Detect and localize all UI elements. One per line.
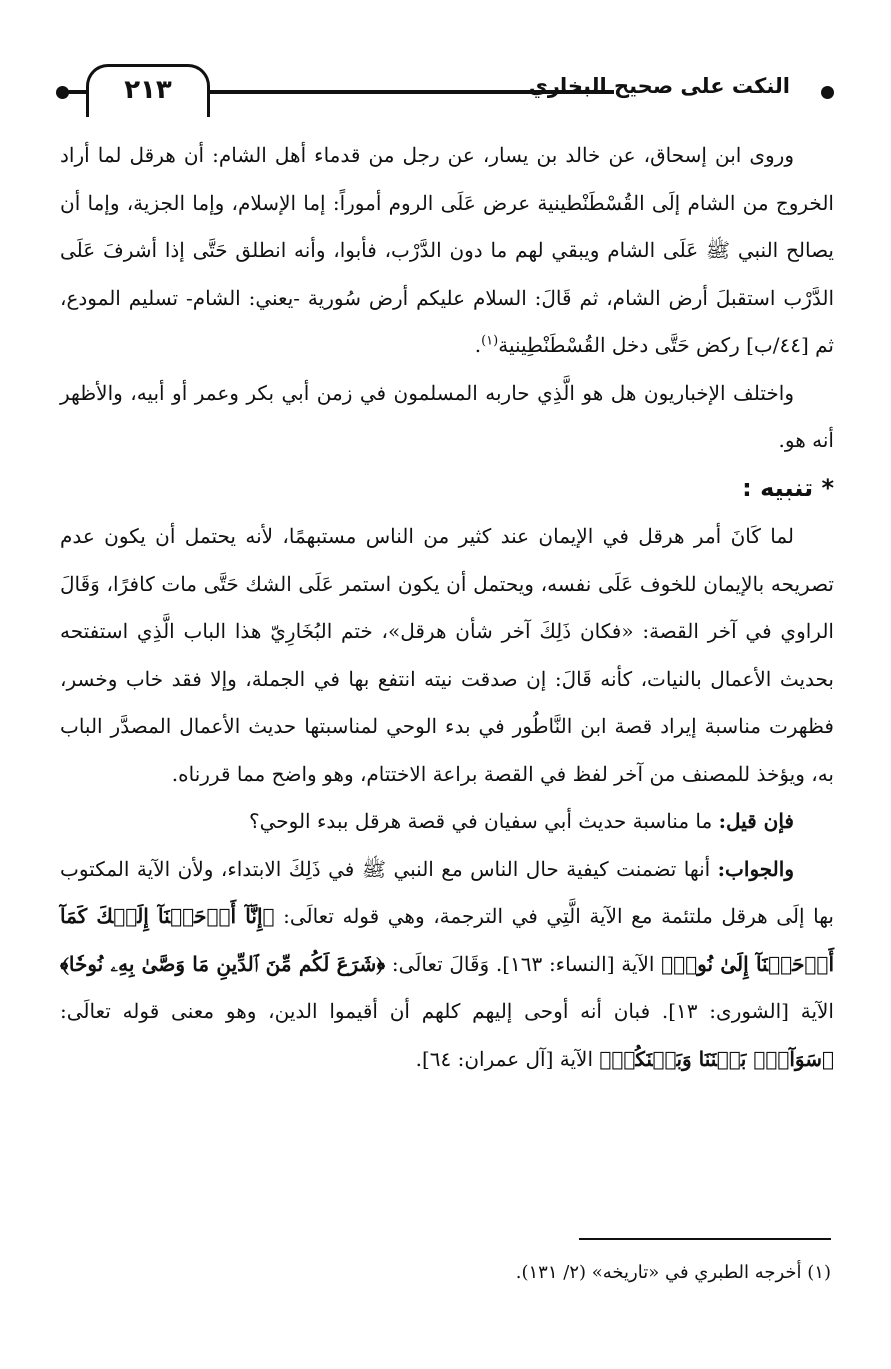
page-number: ٢١٣ [86, 64, 210, 117]
answer-lead: والجواب: [717, 856, 794, 881]
footnote-1: (١) أخرجه الطبري في «تاريخه» (٢/ ١٣١). [515, 1262, 831, 1283]
paragraph-5 [60, 846, 834, 1084]
answer-text-c: الآية [الشورى: ١٣]. فبان أنه أوحى إليهم كلهم أن أقيموا الدين، وهو معنى قوله تعالَى: [60, 999, 834, 1023]
page-header [56, 62, 834, 120]
question-lead: فإن قيل: [718, 809, 794, 833]
heading-tanbih: * تنبيه : [742, 473, 834, 502]
quran-verse-nisa: ﴿إِنَّآ أَوۡحَيۡنَآ إِلَيۡكَ كَمَآ أَوۡحَيۡنَآ إِلَىٰ نُوحٖ﴾ [60, 904, 834, 976]
quran-verse-shura: ﴿شَرَعَ لَكُم مِّنَ ٱلدِّينِ مَا وَصَّىٰ بِهِۦ نُوحٗا﴾ [60, 951, 386, 976]
main-text [60, 132, 834, 1083]
footnote-separator [579, 1238, 831, 1240]
paragraph-1-end: . [474, 333, 482, 357]
paragraph-2: واختلف الإخباريون هل هو الَّذِي حاربه المسلمون في زمن أبي بكر وعمر أو أبيه، والأظهر أنه هو. [60, 380, 834, 452]
answer-text-a: أنها تضمنت كيفية حال الناس مع النبي ﷺ في ذَلِكَ الابتداء، ولأن الآية المكتوب بها إلَى هرقل ملتئمة مع الآية الَّتِي في الترجمة، وهي قوله تعالَى: [60, 856, 834, 928]
answer-text-d: الآية [آل عمران: ٦٤]. [415, 1046, 600, 1071]
paragraph-1 [60, 132, 834, 370]
quran-verse-imran: ﴿سَوَآءِۭ بَيۡنَنَا وَبَيۡنَكُمۡ﴾ [599, 1046, 834, 1071]
running-title: النكت على صحيح البخاري [528, 74, 790, 98]
header-ornament-dot-right [821, 86, 834, 99]
paragraph-1-text: وروى ابن إسحاق، عن خالد بن يسار، عن رجل من قدماء أهل الشام: أن هرقل لما أراد الخروج من الشام إلَى القُسْطَنْطينية عرض عَلَى الروم أموراً: إما الإسلام، وإما الجزية، وإما أن يصالح النبي ﷺ عَلَى الشام ويبقي لهم ما دون الدَّرْب، فأبوا، وأنه انطلق حَتَّى إذا أشرفَ عَلَى الدَّرْب استقبلَ أرض الشام، ثم قَالَ: السلام عليكم أرض سُورية -يعني: الشام- تسليم المودع، ثم [٤٤/ب] ركض حَتَّى دخل القُسْطَنْطِينية [60, 143, 834, 357]
question-text: ما مناسبة حديث أبي سفيان في قصة هرقل ببدء الوحي؟ [248, 809, 719, 833]
paragraph-3: لما كَانَ أمر هرقل في الإيمان عند كثير من الناس مستبهمًا، لأنه يحتمل أن يكون عدم تصريحه بالإيمان للخوف عَلَى نفسه، ويحتمل أن يكون استمر عَلَى الشك حَتَّى مات كافرًا، وَقَالَ الراوي في آخر القصة: «فكان ذَلِكَ آخر شأن هرقل»، ختم البُخَارِيّ هذا الباب الَّذِي استفتحه بحديث الأعمال بالنيات، كأنه قَالَ: إن صدقت نيته انتفع بها في الجملة، وإلا فقد خاب وخسر، فظهرت مناسبة إيراد قصة ابن النَّاطُور في بدء الوحي لمناسبتها حديث الأعمال المصدَّر الباب به، ويؤخذ للمصنف من آخر لفظ في القصة براعة الاختتام، وهو واضح مما قررناه. [60, 524, 834, 786]
footnote-reference: (١) [481, 333, 499, 349]
answer-text-b: الآية [النساء: ١٦٣]. وَقَالَ تعالَى: [385, 951, 662, 976]
paragraph-4 [60, 798, 834, 846]
section-heading [60, 465, 834, 514]
